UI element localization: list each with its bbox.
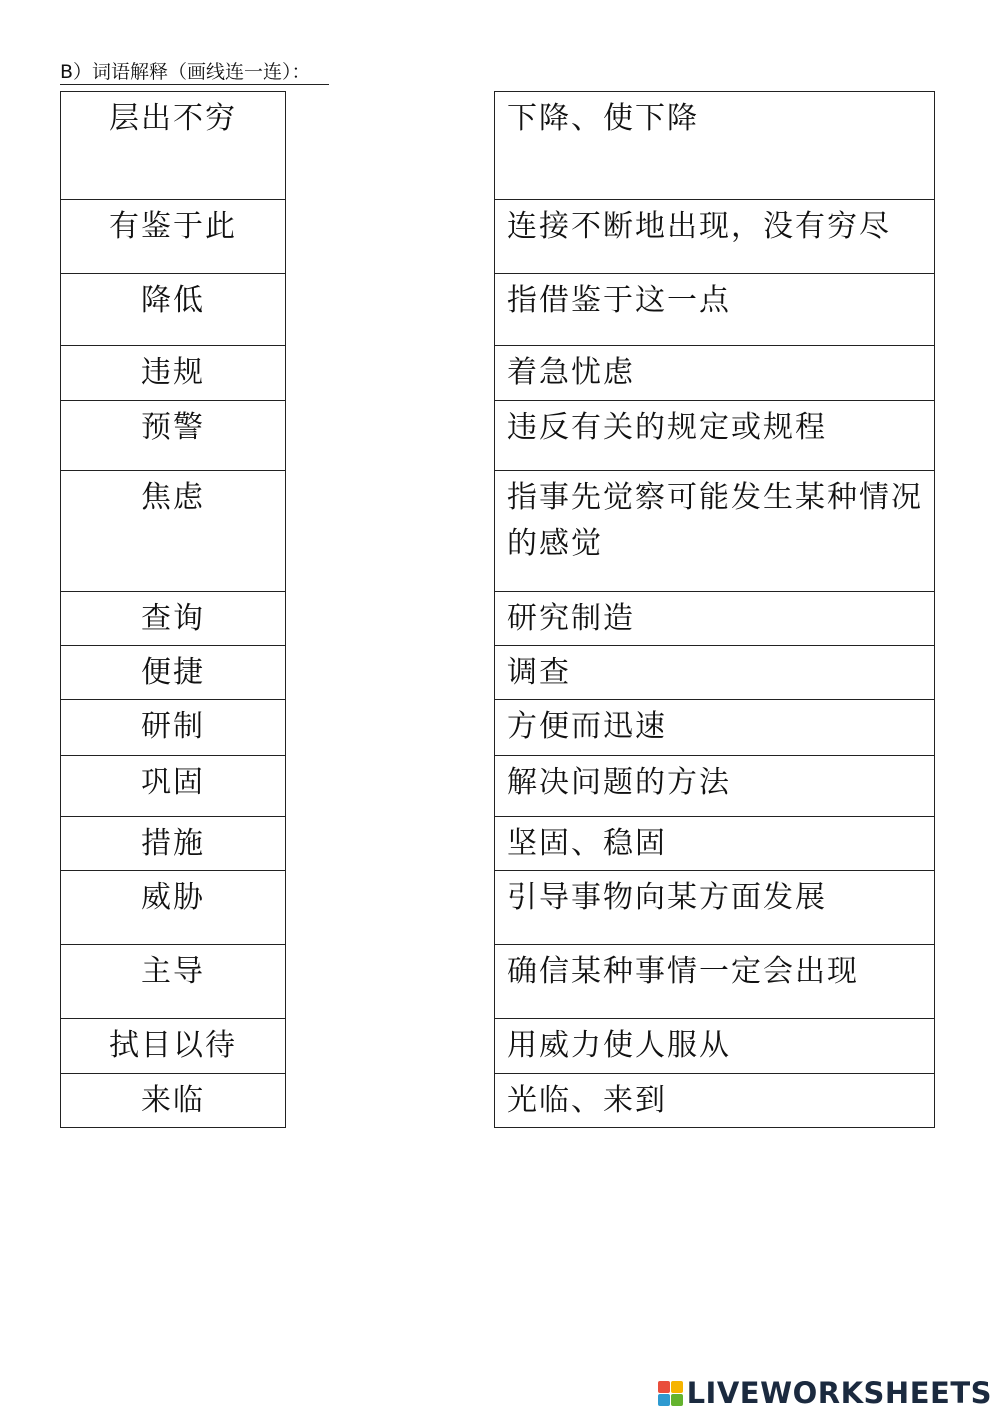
term-cell[interactable]: 拭目以待 bbox=[61, 1019, 285, 1074]
term-cell[interactable]: 研制 bbox=[61, 700, 285, 756]
logo-mark-icon bbox=[658, 1381, 683, 1406]
definition-cell[interactable]: 引导事物向某方面发展 bbox=[495, 871, 934, 945]
term-cell[interactable]: 违规 bbox=[61, 346, 285, 401]
term-cell[interactable]: 查询 bbox=[61, 592, 285, 646]
definition-cell[interactable]: 用威力使人服从 bbox=[495, 1019, 934, 1074]
term-cell[interactable]: 措施 bbox=[61, 817, 285, 871]
liveworksheets-logo bbox=[658, 1376, 992, 1410]
definition-cell[interactable]: 指事先觉察可能发生某种情况的感觉 bbox=[495, 471, 934, 592]
definition-cell[interactable]: 方便而迅速 bbox=[495, 700, 934, 756]
definition-cell[interactable]: 下降、使下降 bbox=[495, 92, 934, 200]
term-cell[interactable]: 来临 bbox=[61, 1074, 285, 1128]
definition-cell[interactable]: 指借鉴于这一点 bbox=[495, 274, 934, 346]
definition-cell[interactable]: 研究制造 bbox=[495, 592, 934, 646]
term-cell[interactable]: 威胁 bbox=[61, 871, 285, 945]
definition-cell[interactable]: 调查 bbox=[495, 646, 934, 700]
definition-cell[interactable]: 连接不断地出现，没有穷尽 bbox=[495, 200, 934, 274]
term-cell[interactable]: 焦虑 bbox=[61, 471, 285, 592]
definition-cell[interactable]: 光临、来到 bbox=[495, 1074, 934, 1128]
term-cell[interactable]: 预警 bbox=[61, 401, 285, 471]
term-cell[interactable]: 有鉴于此 bbox=[61, 200, 285, 274]
term-cell[interactable]: 主导 bbox=[61, 945, 285, 1019]
terms-column bbox=[60, 91, 286, 1128]
term-cell[interactable]: 便捷 bbox=[61, 646, 285, 700]
term-cell[interactable]: 巩固 bbox=[61, 756, 285, 817]
term-cell[interactable]: 层出不穷 bbox=[61, 92, 285, 200]
logo-text: LIVEWORKSHEETS bbox=[686, 1376, 992, 1410]
definition-cell[interactable]: 违反有关的规定或规程 bbox=[495, 401, 934, 471]
exercise-heading: B）词语解释（画线连一连）： bbox=[60, 60, 329, 85]
definition-cell[interactable]: 着急忧虑 bbox=[495, 346, 934, 401]
definitions-column bbox=[494, 91, 935, 1128]
term-cell[interactable]: 降低 bbox=[61, 274, 285, 346]
definition-cell[interactable]: 解决问题的方法 bbox=[495, 756, 934, 817]
definition-cell[interactable]: 确信某种事情一定会出现 bbox=[495, 945, 934, 1019]
definition-cell[interactable]: 坚固、稳固 bbox=[495, 817, 934, 871]
